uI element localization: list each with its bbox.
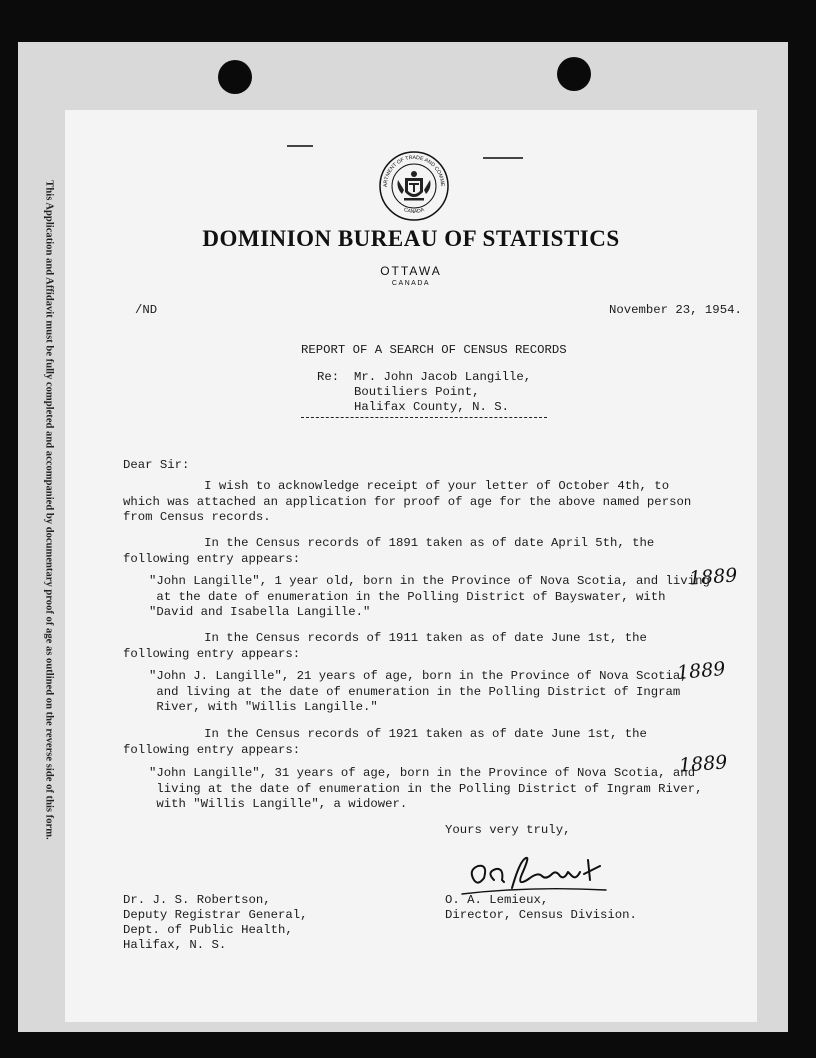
entry-1891-annotation: 1889 <box>688 564 739 590</box>
punch-hole-left <box>218 60 252 94</box>
entry-1911-quote: "John J. Langille", 21 years of age, born in the Province of Nova Scotia, and living at the date of enumeration in the Polling District of Ingram River, with "Willis Langille." <box>149 669 688 714</box>
report-subject: REPORT OF A SEARCH OF CENSUS RECORDS <box>301 343 567 357</box>
re-underline <box>301 417 547 418</box>
re-label: Re: <box>317 370 340 384</box>
re-line-2: Boutiliers Point, <box>354 385 480 399</box>
crest-ring-top-text: ARTMENT OF TRADE AND COMME <box>382 154 446 188</box>
entry-1911-intro: In the Census records of 1911 taken as of date June 1st, the following entry appears: <box>123 631 647 661</box>
header-rule-left <box>287 145 313 147</box>
signatory-title: Director, Census Division. <box>445 908 637 922</box>
closing: Yours very truly, <box>445 823 571 837</box>
addressee-line-3: Dept. of Public Health, <box>123 923 293 937</box>
entry-1921-quote: "John Langille", 31 years of age, born in the Province of Nova Scotia, and living at the date of enumeration in the Polling District of Ingram River, with "Willis Langille", a widower. <box>149 766 703 811</box>
side-instruction <box>34 160 64 860</box>
letter-date: November 23, 1954. <box>609 303 742 317</box>
letterhead-city: OTTAWA <box>380 264 442 278</box>
crest-ring-bottom-text: CANADA <box>402 206 426 216</box>
intro-paragraph: I wish to acknowledge receipt of your letter of October 4th, to which was attached an application for proof of age for the above named person from Census records. <box>123 479 692 524</box>
signatory-name: O. A. Lemieux, <box>445 893 549 907</box>
entry-1911-annotation: 1889 <box>676 657 727 685</box>
header-rule-right <box>483 157 523 159</box>
letter-page <box>65 110 757 1022</box>
entry-1891-intro: In the Census records of 1891 taken as of date April 5th, the following entry appears: <box>123 536 655 566</box>
entry-1891-quote: "John Langille", 1 year old, born in the Province of Nova Scotia, and living at the date of enumeration in the Polling District of Bayswater, with "David and Isabella Langille." <box>149 574 710 619</box>
reference-code: /ND <box>135 303 158 317</box>
addressee-line-2: Deputy Registrar General, <box>123 908 308 922</box>
addressee-line-4: Halifax, N. S. <box>123 938 227 952</box>
side-instruction-text: This Application and Affidavit must be fully completed and accompanied by documentary proof of age as outlined on the reverse side of this form. <box>43 180 55 840</box>
coat-of-arms-icon <box>398 171 431 201</box>
salutation: Dear Sir: <box>123 458 190 472</box>
entry-1921-annotation: 1889 <box>678 751 729 777</box>
letterhead-title: DOMINION BUREAU OF STATISTICS <box>202 226 620 251</box>
letterhead-country: CANADA <box>391 280 431 287</box>
crest-seal <box>378 150 450 222</box>
addressee-line-1: Dr. J. S. Robertson, <box>123 893 271 907</box>
re-line-1: Mr. John Jacob Langille, <box>354 370 532 384</box>
entry-1921-intro: In the Census records of 1921 taken as of date June 1st, the following entry appears: <box>123 727 647 757</box>
re-line-3: Halifax County, N. S. <box>354 400 509 414</box>
punch-hole-right <box>557 57 591 91</box>
